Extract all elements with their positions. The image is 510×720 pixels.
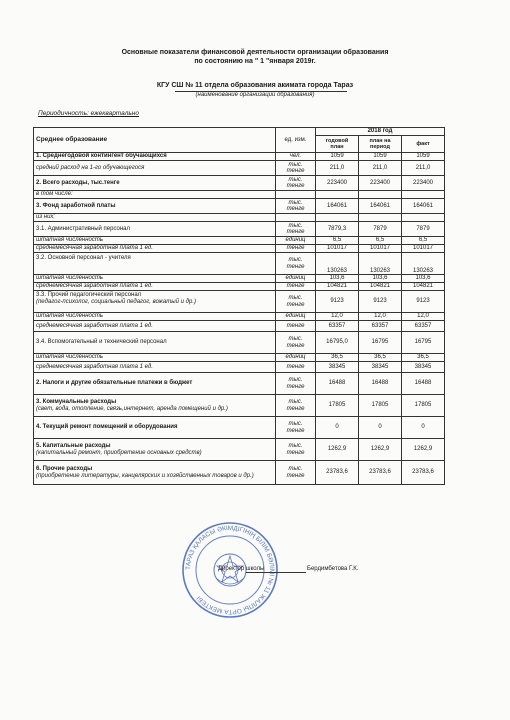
period-plan-value: 12,0 xyxy=(359,313,402,321)
table-row xyxy=(34,253,445,275)
row-unit: тыс. тенге xyxy=(276,332,316,354)
signature-line xyxy=(246,572,306,573)
annual-plan-value: 130263 xyxy=(316,253,359,275)
period-plan-value: 104821 xyxy=(359,283,402,291)
row-label: 2. Всего расходы, тыс.тенге xyxy=(34,176,276,191)
row-label: штатная численность xyxy=(34,313,276,321)
actual-value: 130263 xyxy=(402,253,445,275)
period-plan-value: 23783,6 xyxy=(359,461,402,485)
table-row xyxy=(34,237,445,245)
table-row xyxy=(34,199,445,214)
actual-value: 23783,6 xyxy=(402,461,445,485)
period-plan-value: 1059 xyxy=(359,153,402,161)
table-row xyxy=(34,275,445,283)
annual-plan-value: 38345 xyxy=(316,362,359,373)
row-unit: тыс. тенге xyxy=(276,199,316,214)
row-label: средний расход на 1-го обучающегося xyxy=(34,161,276,176)
actual-value: 12,0 xyxy=(402,313,445,321)
period-plan-value: 0 xyxy=(359,417,402,439)
actual-value: 9123 xyxy=(402,291,445,313)
organization-note: (наименование организации образования) xyxy=(195,92,315,98)
actual-value: 17805 xyxy=(402,395,445,417)
actual-value: 6,5 xyxy=(402,237,445,245)
row-label: штатная численность xyxy=(34,275,276,283)
row-label: 3.1. Административный персонал xyxy=(34,222,276,237)
annual-plan-value: 63357 xyxy=(316,321,359,332)
stamp-text: ТАРАЗ ҚАЛАСЫ ӘКІМДІГІНІҢ БІЛІМ БӨЛІМІ № 11 ЖАЛПЫ ОРТА МЕКТЕБІ xyxy=(184,524,276,616)
actual-value: 1059 xyxy=(402,153,445,161)
header-unit: ед. изм. xyxy=(276,128,316,153)
row-unit: тенге xyxy=(276,245,316,253)
annual-plan-value: 211,0 xyxy=(316,161,359,176)
row-label: среднемесячная заработная плата 1 ед. xyxy=(34,321,276,332)
period-plan-value: 16795 xyxy=(359,332,402,354)
table-row xyxy=(34,191,445,199)
actual-value: 0 xyxy=(402,417,445,439)
period-plan-value: 6,5 xyxy=(359,237,402,245)
row-unit: тенге xyxy=(276,362,316,373)
table-row xyxy=(34,354,445,362)
row-label: 4. Текущий ремонт помещений и оборудования xyxy=(34,417,276,439)
annual-plan-value: 16795,0 xyxy=(316,332,359,354)
header-education-level: Среднее образование xyxy=(34,128,276,153)
annual-plan-value: 17805 xyxy=(316,395,359,417)
row-label: штатная численность xyxy=(34,237,276,245)
table-row xyxy=(34,222,445,237)
period-plan-value: 164061 xyxy=(359,199,402,214)
row-label: среднемесячная заработная плата 1 ед. xyxy=(34,283,276,291)
row-unit: чел. xyxy=(276,153,316,161)
annual-plan-value: 9123 xyxy=(316,291,359,313)
table-row xyxy=(34,245,445,253)
actual-value: 223400 xyxy=(402,176,445,191)
annual-plan-value: 223400 xyxy=(316,176,359,191)
actual-value: 211,0 xyxy=(402,161,445,176)
row-unit: единиц xyxy=(276,354,316,362)
actual-value: 1262,9 xyxy=(402,439,445,461)
actual-value: 164061 xyxy=(402,199,445,214)
row-label: 3.3. Прочий педагогический персонал (педагог-психолог, социальный педагог, вожатый и др.) xyxy=(34,291,276,313)
row-unit: тыс. тенге xyxy=(276,176,316,191)
row-label: в том числе: xyxy=(34,191,276,199)
row-label: среднемесячная заработная плата 1 ед. xyxy=(34,362,276,373)
row-label: 3. Коммунальные расходы (свет, вода, отопление, связь,интернет, аренда помещений и др.) xyxy=(34,395,276,417)
table-row xyxy=(34,461,445,485)
row-label: 3.4. Вспомогательный и технический персонал xyxy=(34,332,276,354)
period-plan-value: 9123 xyxy=(359,291,402,313)
period-plan-value: 223400 xyxy=(359,176,402,191)
annual-plan-value: 36,5 xyxy=(316,354,359,362)
annual-plan-value: 104821 xyxy=(316,283,359,291)
document-title-line2: по состоянию на " 1 "января 2019г. xyxy=(194,58,316,65)
document-title-line1: Основные показатели финансовой деятельности организации образования xyxy=(121,49,389,56)
table-row xyxy=(34,283,445,291)
period-plan-value: 38345 xyxy=(359,362,402,373)
period-plan-value: 101017 xyxy=(359,245,402,253)
period-plan-value: 211,0 xyxy=(359,161,402,176)
financial-table xyxy=(33,127,445,485)
annual-plan-value: 12,0 xyxy=(316,313,359,321)
row-unit: единиц xyxy=(276,313,316,321)
table-row xyxy=(34,332,445,354)
row-label: штатная численность xyxy=(34,354,276,362)
table-row xyxy=(34,161,445,176)
annual-plan-value: 6,5 xyxy=(316,237,359,245)
row-label: 1. Среднегодовой контингент обучающихся xyxy=(34,153,276,161)
row-unit: тыс. тенге xyxy=(276,395,316,417)
actual-value: 7879 xyxy=(402,222,445,237)
header-annual-plan: годовой план xyxy=(316,136,359,153)
annual-plan-value: 1262,9 xyxy=(316,439,359,461)
actual-value: 104821 xyxy=(402,283,445,291)
row-unit: единиц xyxy=(276,237,316,245)
row-label: 3.2. Основной персонал - учителя xyxy=(34,253,276,275)
row-unit: тенге xyxy=(276,283,316,291)
annual-plan-value: 1059 xyxy=(316,153,359,161)
actual-value: 63357 xyxy=(402,321,445,332)
row-unit: единиц xyxy=(276,275,316,283)
actual-value: 38345 xyxy=(402,362,445,373)
period-plan-value: 1262,9 xyxy=(359,439,402,461)
table-row xyxy=(34,313,445,321)
table-row xyxy=(34,362,445,373)
row-unit: тыс. тенге xyxy=(276,461,316,485)
row-label: 2. Налоги и другие обязательные платежи в бюджет xyxy=(34,373,276,395)
annual-plan-value: 23783,6 xyxy=(316,461,359,485)
header-year: 2018 год xyxy=(316,128,445,136)
row-unit: тыс. тенге xyxy=(276,291,316,313)
table-row xyxy=(34,153,445,161)
table-row xyxy=(34,176,445,191)
row-unit: тыс. тенге xyxy=(276,417,316,439)
row-unit: тыс. тенге xyxy=(276,222,316,237)
periodicity-label: Периодичность: ежеквартально xyxy=(38,110,139,117)
row-label: из них: xyxy=(34,214,276,222)
annual-plan-value: 7879,3 xyxy=(316,222,359,237)
table-row xyxy=(34,214,445,222)
annual-plan-value: 101017 xyxy=(316,245,359,253)
row-unit: тыс. тенге xyxy=(276,253,316,275)
row-unit: тенге xyxy=(276,321,316,332)
period-plan-value: 16488 xyxy=(359,373,402,395)
row-unit: тыс. тенге xyxy=(276,161,316,176)
annual-plan-value: 164061 xyxy=(316,199,359,214)
row-label: 3. Фонд заработной платы xyxy=(34,199,276,214)
annual-plan-value: 16488 xyxy=(316,373,359,395)
row-label: 5. Капитальные расходы (капитальный ремонт, приобретение основных средств) xyxy=(34,439,276,461)
actual-value: 103,6 xyxy=(402,275,445,283)
actual-value: 101017 xyxy=(402,245,445,253)
table-row xyxy=(34,439,445,461)
header-actual: факт xyxy=(402,136,445,153)
table-row xyxy=(34,417,445,439)
row-unit: тыс. тенге xyxy=(276,373,316,395)
period-plan-value: 36,5 xyxy=(359,354,402,362)
period-plan-value: 7879 xyxy=(359,222,402,237)
actual-value: 36,5 xyxy=(402,354,445,362)
row-label: 6. Прочие расходы (приобретение литературы, канцелярских и хозяйственных товаров и др.) xyxy=(34,461,276,485)
period-plan-value: 103,6 xyxy=(359,275,402,283)
annual-plan-value: 103,6 xyxy=(316,275,359,283)
table-row xyxy=(34,373,445,395)
table-row xyxy=(34,321,445,332)
table-row xyxy=(34,395,445,417)
annual-plan-value: 0 xyxy=(316,417,359,439)
director-label: Директор школы xyxy=(218,566,265,572)
period-plan-value: 63357 xyxy=(359,321,402,332)
actual-value: 16488 xyxy=(402,373,445,395)
header-period-plan: план на период xyxy=(359,136,402,153)
organization-name: КГУ СШ № 11 отдела образования акимата города Тараз xyxy=(156,82,354,89)
row-label: среднемесячная заработная плата 1 ед. xyxy=(34,245,276,253)
table-row xyxy=(34,291,445,313)
actual-value: 16795 xyxy=(402,332,445,354)
period-plan-value: 130263 xyxy=(359,253,402,275)
period-plan-value: 17805 xyxy=(359,395,402,417)
row-unit: тыс. тенге xyxy=(276,439,316,461)
director-name: Бердимбетова Г.К. xyxy=(307,566,359,572)
